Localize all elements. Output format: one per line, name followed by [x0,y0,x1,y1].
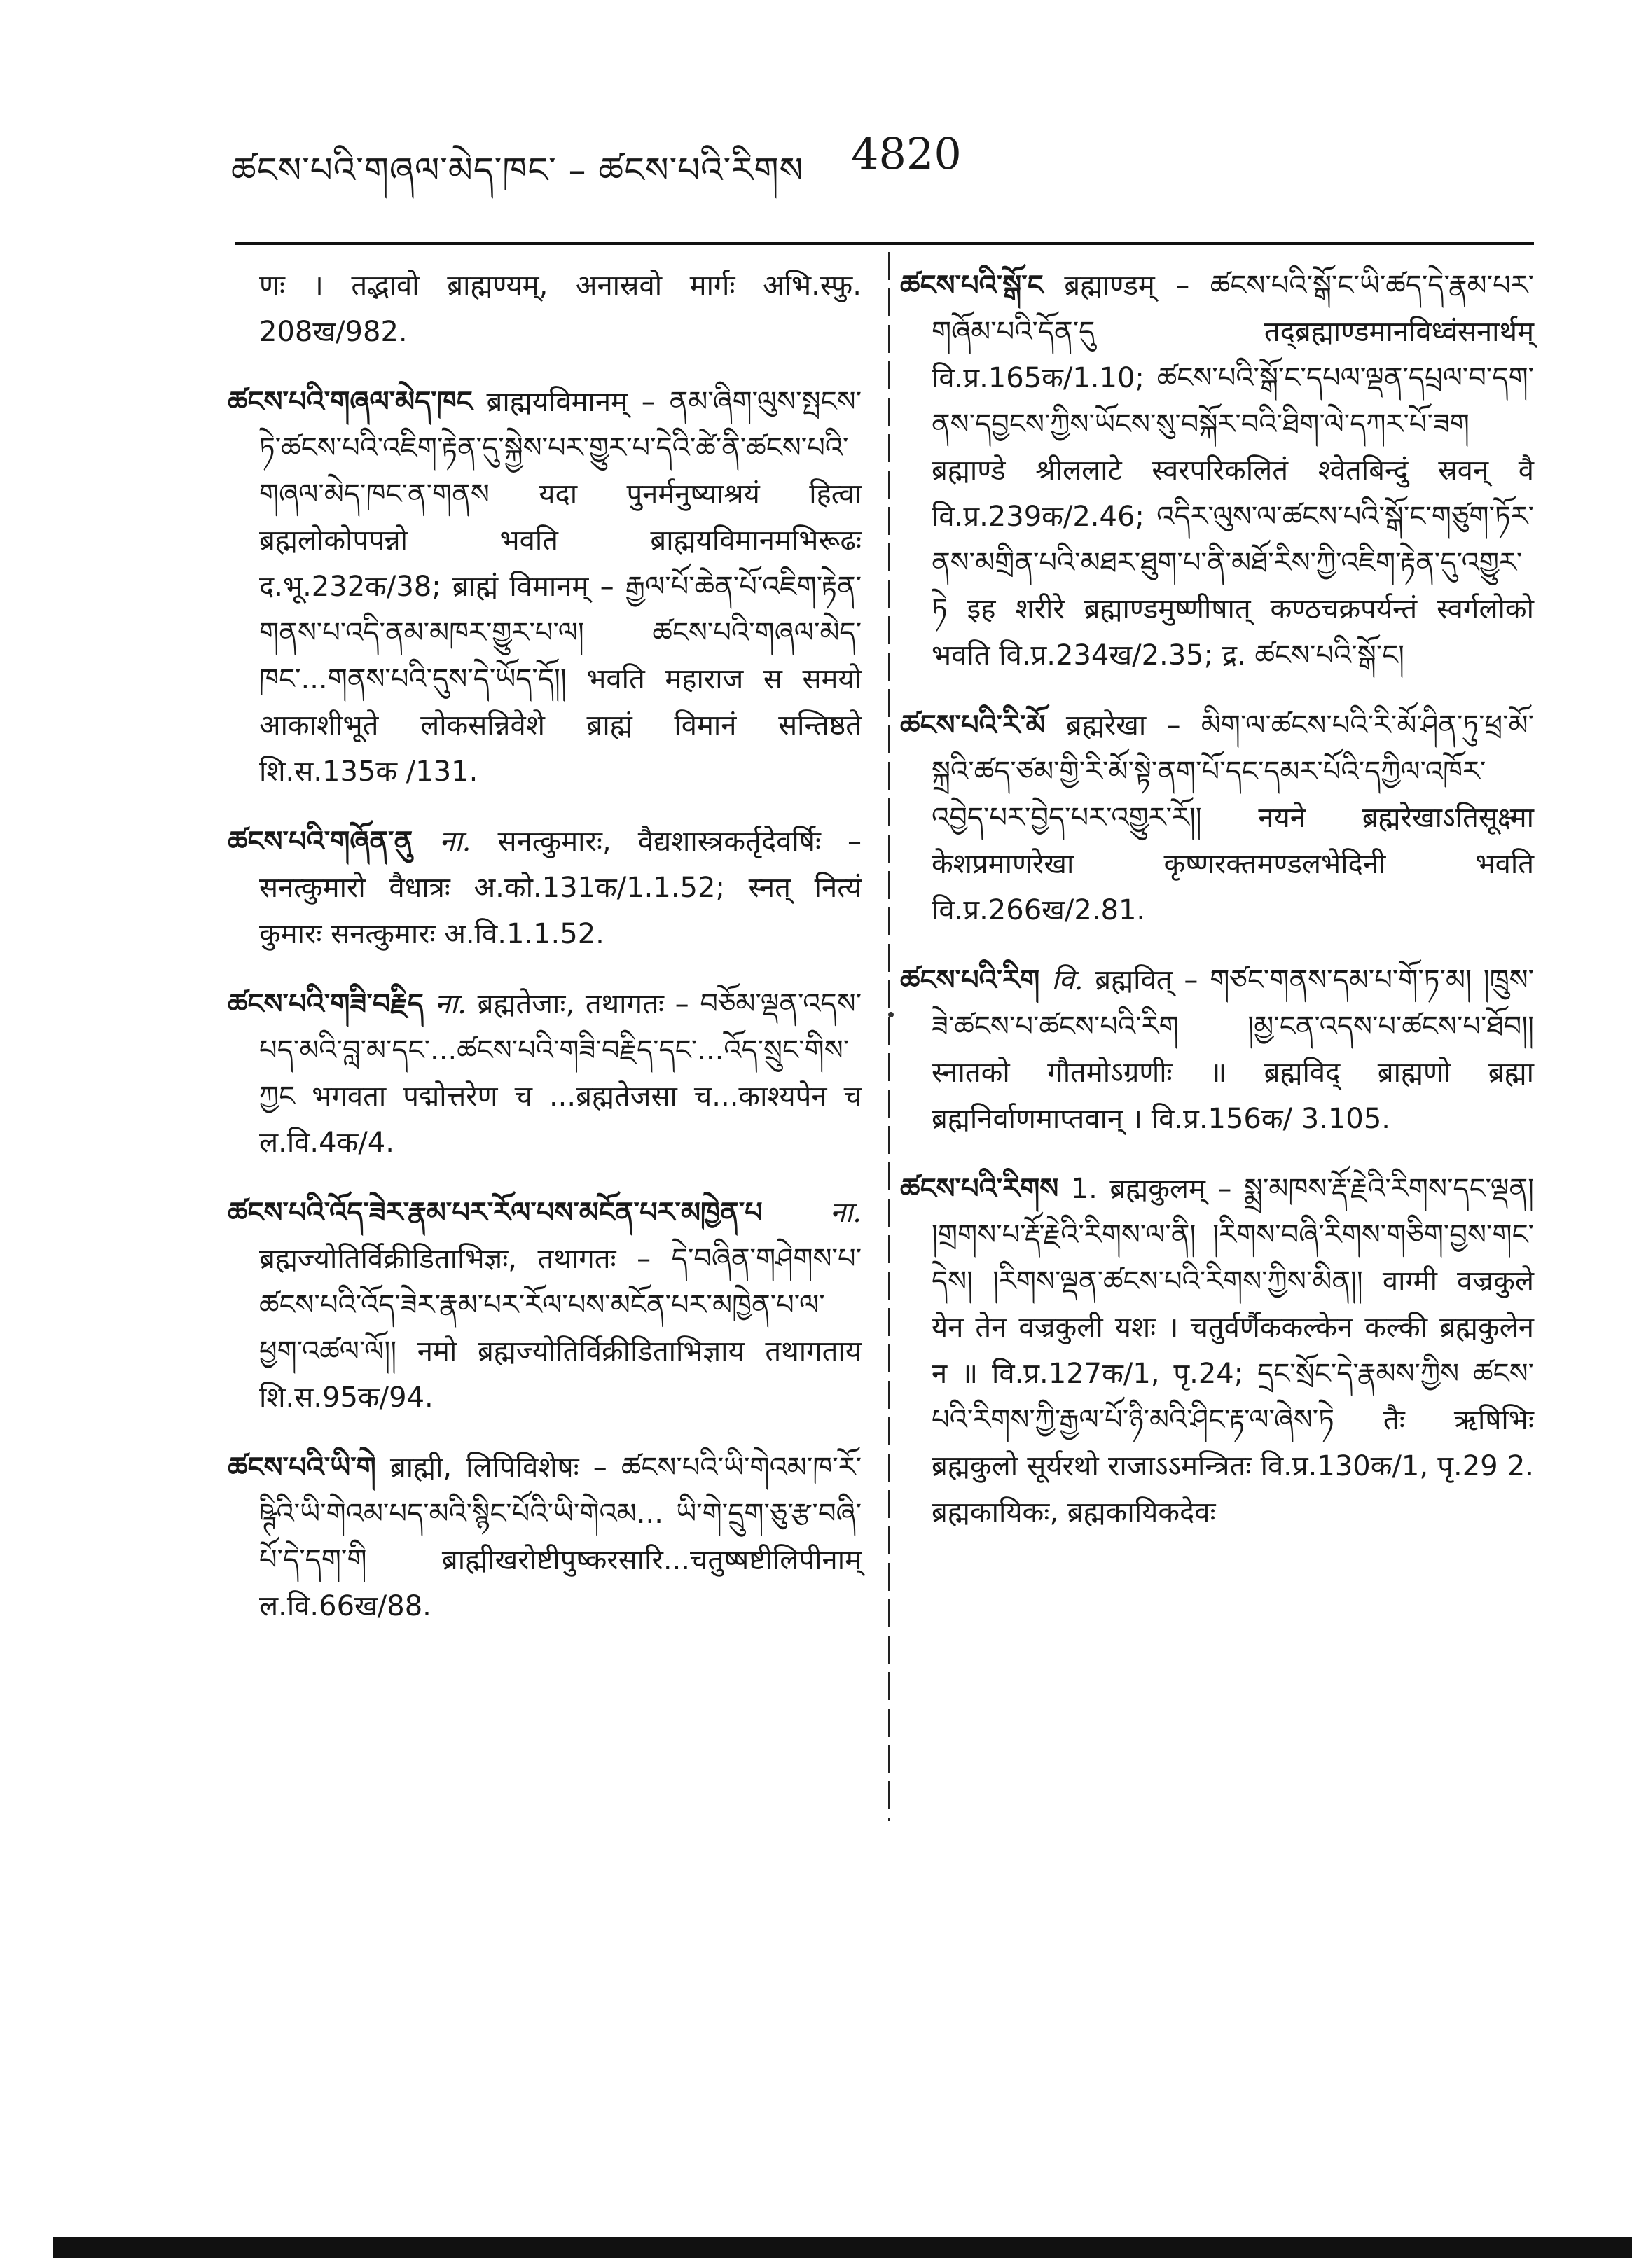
entry-headword: ཚངས་པའི་རིག [900,964,1040,996]
dictionary-entry [900,957,1534,1142]
entry-text: ब्रह्मतेजाः, तथागतः – བཅོམ་ལྡན་འདས་པད་མའི་བླ་མ་དང་...ཚངས་པའི་གཟི་བརྗིད་དང་...འོད་སྲུང་གིས་ཀྱང भगवता पद्मोत्तरेण च ...ब्रह्मतेजसा च...काश्यपेन च ल.वि.4क/4. [259,988,862,1159]
dictionary-entry [900,263,1534,679]
dictionary-entry [228,1190,862,1421]
dictionary-entry [228,981,862,1166]
entry-text: ब्रह्मज्योतिर्विक्रीडिताभिज्ञः, तथागतः – དེ་བཞིན་གཤེགས་པ་ཚངས་པའི་འོད་ཟེར་རྣམ་པར་རོལ་པས་མངོན་པར་མཁྱེན་པ་ལ་ཕྱག་འཚལ་ལོ།། नमो ब्रह्मज्योतिर्विक्रीडिताभिज्ञाय तथागताय शि.स.95क/94. [259,1243,862,1414]
entry-headword: ཚངས་པའི་གཟི་བརྗིད [228,988,424,1020]
dictionary-entry [900,702,1534,933]
entry-headword: ཚངས་པའི་སྒོ་ང [900,270,1044,302]
column-divider [888,252,890,1821]
dictionary-entry [228,379,862,795]
entry-text: ब्राह्मयविमानम् – ནམ་ཞིག་ལུས་སྤངས་ཏེ་ཚངས་པའི་འཇིག་རྟེན་དུ་སྐྱེས་པར་གྱུར་པ་དེའི་ཚེ་ནི་ཚངས་པའི་གཞལ་མེད་ཁང་ན་གནས यदा पुनर्मनुष्याश्रयं हित्वा ब्रह्मलोकोपपन्नो भवति ब्राह्मयविमानमभिरूढः द.भू.232क/38; ब्राह्मं विमानम् – རྒྱལ་པོ་ཆེན་པོ་འཇིག་རྟེན་གནས་པ་འདི་ནམ་མཁར་གྱུར་པ་ལ། ཚངས་པའི་གཞལ་མེད་ཁང་...གནས་པའི་དུས་དེ་ཡོད་དོ།། भवति महाराज स समयो आकाशीभूते लोकसन्निवेशे ब्राह्मं विमानं सन्तिष्ठते शि.स.135क /131. [259,386,862,788]
entry-headword: ཚངས་པའི་གཞལ་མེད་ཁང [228,386,473,418]
entry-headword: ཚངས་པའི་ཡི་གེ [228,1452,376,1484]
dictionary-entry [900,1166,1534,1536]
left-column [228,263,862,1653]
header-rule [235,242,1534,245]
dictionary-entry [228,1445,862,1629]
entry-text: ब्रह्माण्डम् – ཚངས་པའི་སྒོ་ང་ཡི་ཚད་དེ་རྣམ་པར་གཞོམ་པའི་དོན་དུ तद्ब्रह्माण्डमानविध्वंसनार्थम् वि.प्र.165क/1.10; ཚངས་པའི་སྒོ་ང་དཔལ་ལྡན་དཔྲལ་བ་དག་ནས་དབྱངས་ཀྱིས་ཡོངས་སུ་བསྐོར་བའི་ཐིག་ལེ་དཀར་པོ་ཟག ब्रह्माण्डे श्रीललाटे स्वरपरिकलितं श्वेतबिन्दुं स्रवन् वै वि.प्र.239क/2.46; འདིར་ལུས་ལ་ཚངས་པའི་སྒོ་ང་གཙུག་ཏོར་ནས་མགྲིན་པའི་མཐར་ཐུག་པ་ནི་མཐོ་རིས་ཀྱི་འཇིག་རྟེན་དུ་འགྱུར་ཏེ इह शरीरे ब्रह्माण्डमुष्णीषात् कण्ठचक्रपर्यन्तं स्वर्गलोको भवति वि.प्र.234ख/2.35; द्र. ཚངས་པའི་སྒོ་ང། [932,270,1534,672]
margin-dot [888,1012,894,1017]
entry-abbreviation: वि. [1051,964,1084,996]
entry-text: सनत्कुमारः, वैद्यशास्त्रकर्तृदेवर्षिः – सनत्कुमारो वैधात्रः अ.को.131क/1.1.52; स्नत् नित्यं कुमारः सनत्कुमारः अ.वि.1.1.52. [259,826,862,950]
entry-headword: ཚངས་པའི་རི་མོ [900,709,1046,742]
running-head: ཚངས་པའི་གཞལ་མེད་ཁང་ – ཚངས་པའི་རིགས [231,150,804,190]
entry-abbreviation: ना. [829,1197,862,1229]
footer-rule [53,2237,1632,2258]
dictionary-entry [228,819,862,957]
dictionary-entry [228,263,862,355]
entry-headword: ཚངས་པའི་རིགས [900,1173,1059,1205]
entry-abbreviation: ना. [434,988,466,1020]
entry-text: णः । तद्भावो ब्राह्मण्यम्, अनास्रवो मार्गः अभि.स्फु. 208ख/982. [259,270,862,348]
entry-text: ब्रह्मवित् – གཙང་གནས་དམ་པ་གོ་ཏ་མ། །ཁྲུས་ཟེ་ཚངས་པ་ཚངས་པའི་རིག །མྱ་ངན་འདས་པ་ཚངས་པ་ཐོབ།། स्नातको गौतमोऽग्रणीः ॥ ब्रह्मविद् ब्राह्मणो ब्रह्मा ब्रह्मनिर्वाणमाप्तवान् । वि.प्र.156क/ 3.105. [932,964,1534,1135]
entry-abbreviation: ना. [439,826,471,858]
entry-headword: ཚངས་པའི་གཞོན་ནུ [228,826,413,858]
entry-text: ब्राह्मी, लिपिविशेषः – ཚངས་པའི་ཡི་གེའམ་ཁ་རོ་ཥྚིའི་ཡི་གེའམ་པད་མའི་སྙིང་པོའི་ཡི་གེའམ... ཡི་གེ་དྲུག་ཅུ་རྩ་བཞི་པོ་དེ་དག་གི ब्राह्मीखरोष्टीपुष्करसारि...चतुष्षष्टीलिपीनाम् ल.वि.66ख/88. [259,1452,862,1622]
entry-text: 1. ब्रह्मकुलम् – སྨྲ་མཁས་རྡོ་རྗེའི་རིགས་དང་ལྡན། །གྲགས་པ་རྡོ་རྗེའི་རིགས་ལ་ནི། །རིགས་བཞི་རིགས་གཅིག་བྱས་གང་དེས། །རིགས་ལྡན་ཚངས་པའི་རིགས་ཀྱིས་མིན།། वाग्मी वज्रकुले येन तेन वज्रकुली यशः । चतुर्वर्णैककल्केन कल्की ब्रह्मकुलेन न ॥ वि.प्र.127क/1, पृ.24; དྲང་སྲོང་དེ་རྣམས་ཀྱིས ཚངས་པའི་རིགས་ཀྱི་རྒྱལ་པོ་ཉི་མའི་ཤིང་རྟ་ལ་ཞེས་ཏེ तैः ऋषिभिः ब्रह्मकुलो सूर्यरथो राजाऽऽमन्त्रितः वि.प्र.130क/1, पृ.29 2. ब्रह्मकायिकः, ब्रह्मकायिकदेवः [932,1173,1534,1529]
page-number: 4820 [851,128,962,179]
entry-headword: ཚངས་པའི་འོད་ཟེར་རྣམ་པར་རོལ་པས་མངོན་པར་མཁྱེན་པ [228,1197,763,1229]
entry-text: ब्रह्मरेखा – མིག་ལ་ཚངས་པའི་རི་མོ་ཤིན་ཏུ་ཕྲ་མོ་སྐྲའི་ཚད་ཙམ་གྱི་རི་མོ་སྟེ་ནག་པོ་དང་དམར་པོའི་དཀྱིལ་འཁོར་འབྱེད་པར་བྱེད་པར་འགྱུར་རོ།། नयने ब्रह्मरेखाऽतिसूक्ष्मा केशप्रमाणरेखा कृष्णरक्तमण्डलभेदिनी भवति वि.प्र.266ख/2.81. [932,709,1534,926]
right-column [900,263,1534,1559]
